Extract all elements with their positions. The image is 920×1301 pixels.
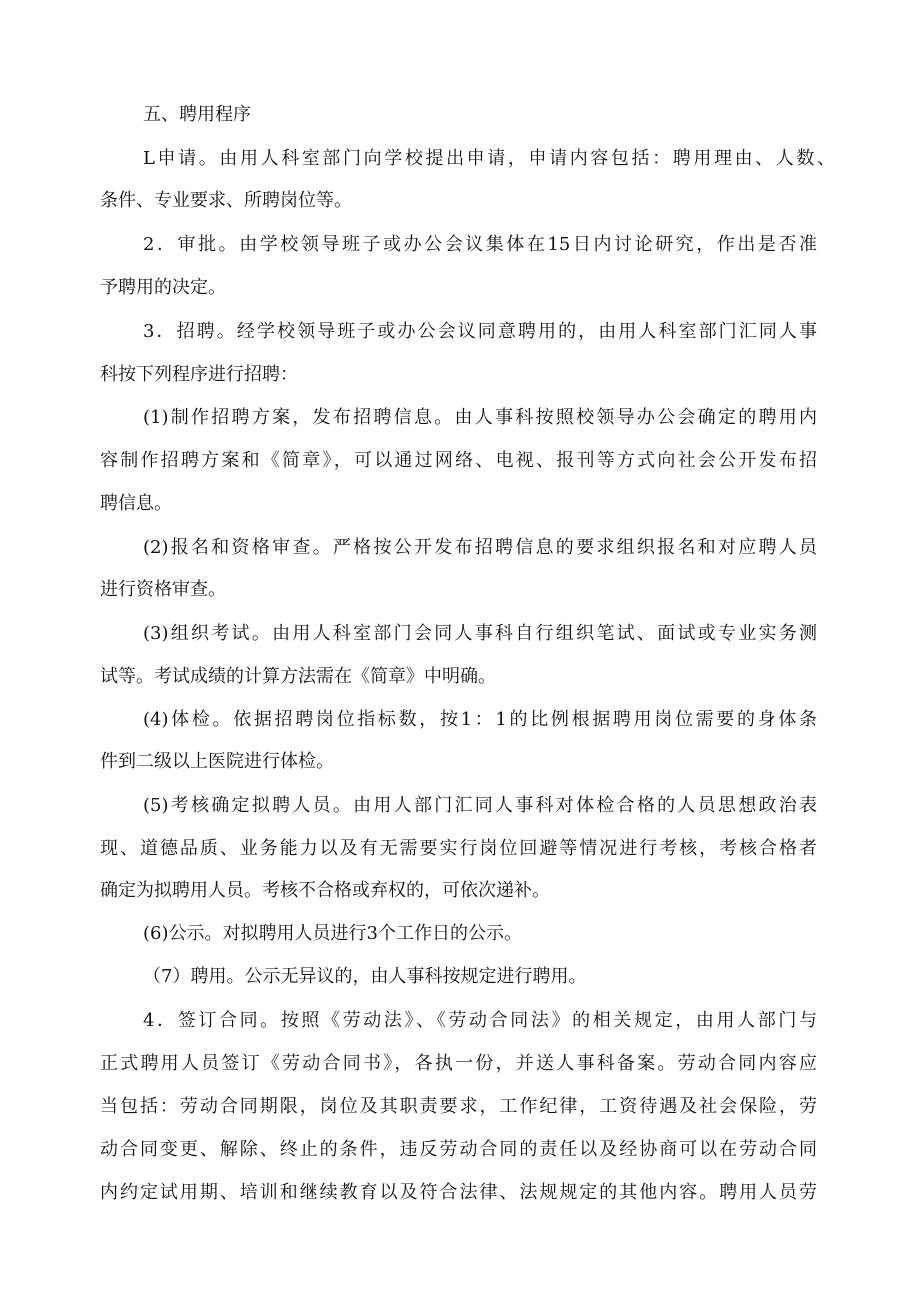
- paragraph-line: 正式聘用人员签订《劳动合同书》，各执一份，并送人事科备案。劳动合同内容应: [100, 1053, 817, 1074]
- paragraph-line: 当包括：劳动合同期限，岗位及其职责要求，工作纪律，工资待遇及社会保险，劳: [100, 1096, 817, 1117]
- paragraph-line: 试等。考试成绩的计算方法需在《简章》中明确。: [100, 666, 496, 687]
- paragraph-line: (6)公示。对拟聘用人员进行3个工作日的公示。: [143, 923, 522, 944]
- paragraph-line: (2)报名和资格审查。严格按公开发布招聘信息的要求组织报名和对应聘人员: [143, 537, 817, 558]
- paragraph-line: 聘信息。: [100, 493, 172, 514]
- paragraph-line: 予聘用的决定。: [100, 277, 226, 298]
- paragraph-line: 内约定试用期、培训和继续教育以及符合法律、法规规定的其他内容。聘用人员劳: [100, 1182, 817, 1203]
- paragraph-line: 进行资格审查。: [100, 579, 226, 600]
- paragraph-line: 2．审批。由学校领导班子或办公会议集体在15日内讨论研究，作出是否准: [143, 234, 817, 255]
- paragraph-line: L申请。由用人科室部门向学校提出申请，申请内容包括：聘用理由、人数、: [143, 148, 835, 169]
- paragraph-line: 容制作招聘方案和《简章》，可以通过网络、电视、报刊等方式向社会公开发布招: [100, 450, 817, 471]
- paragraph-line: 动合同变更、解除、终止的条件，违反劳动合同的责任以及经协商可以在劳动合同: [100, 1139, 817, 1160]
- paragraph-line: 4．签订合同。按照《劳动法》、《劳动合同法》的相关规定，由用人部门与: [143, 1010, 817, 1031]
- paragraph-line: 3．招聘。经学校领导班子或办公会议同意聘用的，由用人科室部门汇同人事: [143, 321, 817, 342]
- paragraph-line: （7）聘用。公示无异议的，由人事科按规定进行聘用。: [143, 966, 587, 987]
- paragraph-line: 件到二级以上医院进行体检。: [100, 751, 334, 772]
- paragraph-line: (1)制作招聘方案，发布招聘信息。由人事科按照校领导办公会确定的聘用内: [143, 407, 817, 428]
- paragraph-line: 科按下列程序进行招聘：: [100, 364, 298, 385]
- section-title: 五、聘用程序: [143, 104, 251, 125]
- paragraph-line: (3)组织考试。由用人科室部门会同人事科自行组织笔试、面试或专业实务测: [143, 623, 817, 644]
- paragraph-line: 条件、专业要求、所聘岗位等。: [100, 190, 352, 211]
- paragraph-line: 确定为拟聘用人员。考核不合格或弃权的，可依次递补。: [100, 880, 550, 901]
- paragraph-line: (4)体检。依据招聘岗位指标数，按1：1的比例根据聘用岗位需要的身体条: [143, 709, 817, 730]
- paragraph-line: 现、道德品质、业务能力以及有无需要实行岗位回避等情况进行考核，考核合格者: [100, 838, 817, 859]
- paragraph-line: (5)考核确定拟聘人员。由用人部门汇同人事科对体检合格的人员思想政治表: [143, 795, 817, 816]
